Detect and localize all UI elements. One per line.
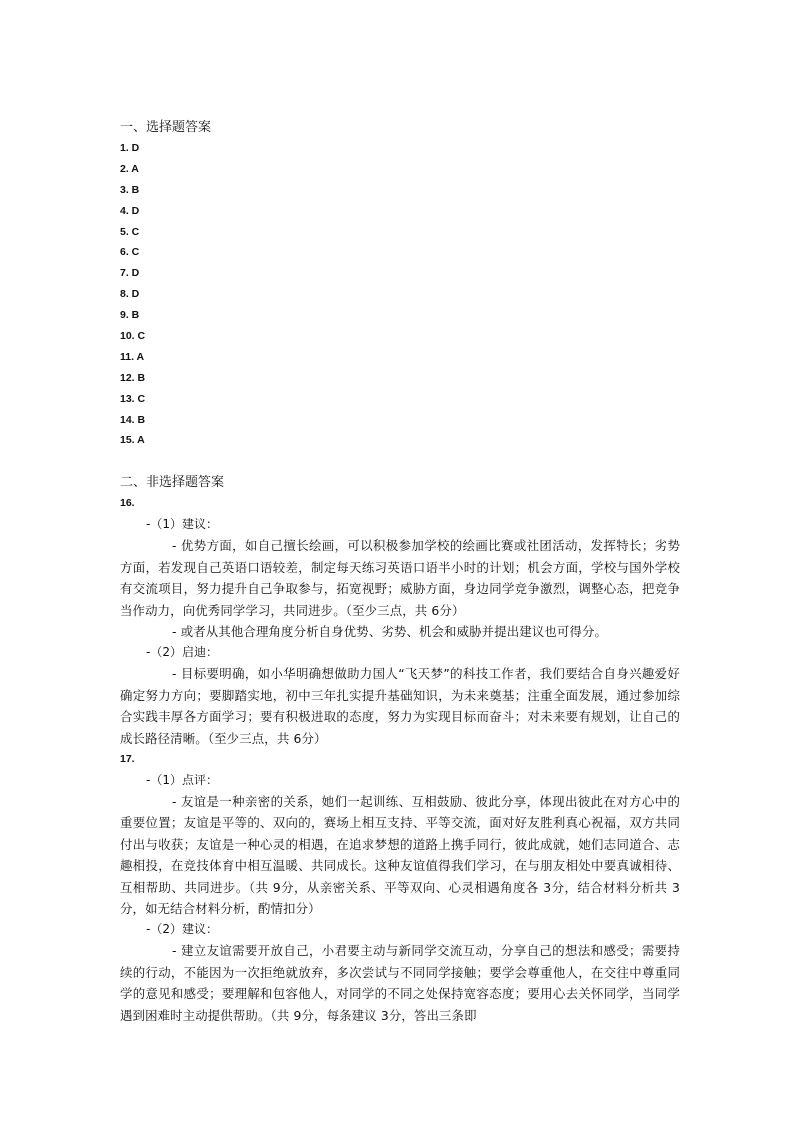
q16-part1-label: -（1）建议： <box>146 517 218 532</box>
answer-item: 8. D <box>120 288 140 301</box>
q16-part2-text: - 目标要明确，如小华明确想做助力国人“飞天梦”的科技工作者，我们要结合自身兴趣爱好确定努力方向；要脚踏实地，初中三年扎实提升基础知识，为未来奠基；注重全面发展，通过参加综合实践丰厚各方面学习；要有积极进取的态度，努力为实现目标而奋斗；对未来要有规划，让自己的成长路径清晰。（至少三点，共 6分） <box>120 666 680 746</box>
q16-part2-label: -（2）启迪： <box>146 645 218 660</box>
q17-part1-text: - 友谊是一种亲密的关系，她们一起训练、互相鼓励、彼此分享，体现出彼此在对方心中的重要位置；友谊是平等的、双向的，赛场上相互支持、平等交流，面对好友胜利真心祝福，双方共同付出与收获；友谊是一种心灵的相遇，在追求梦想的道路上携手同行，彼此成就，她们志同道合、志趣相投，在竞技体育中相互温暖、共同成长。这种友谊值得我们学习，在与朋友相处中要真诚相待、互相帮助、共同进步。（共 9分，从亲密关系、平等双向、心灵相遇角度各 3分，结合材料分析共 3分，如无结合材料分析，酌情扣分） <box>120 794 680 917</box>
answer-item: 2. A <box>120 162 139 175</box>
answer-document <box>120 117 680 1026</box>
answer-item: 7. D <box>120 267 140 280</box>
answer-item: 1. D <box>120 142 140 154</box>
q17-part2-text: - 建立友谊需要开放自己，小君要主动与新同学交流互动，分享自己的想法和感受；需要持续的行动，不能因为一次拒绝就放弃，多次尝试与不同同学接触；要学会尊重他人，在交往中尊重同学的意见和感受；要理解和包容他人，对同学的不同之处保持宽容态度；要用心去关怀同学，当同学遇到困难时主动提供帮助。（共 9分，每条建议 3分，答出三条即 <box>120 943 680 1023</box>
q17-part2-label: -（2）建议： <box>146 922 218 937</box>
answer-item: 3. B <box>120 183 140 196</box>
question-16-number: 16. <box>120 497 135 510</box>
section-1-title: 一、选择题答案 <box>120 120 212 135</box>
answer-item: 5. C <box>120 225 140 238</box>
q16-part1-alt-text: - 或者从其他合理角度分析自身优势、劣势、机会和威胁并提出建议也可得分。 <box>172 623 608 639</box>
question-17-number: 17. <box>120 753 135 766</box>
answer-item: 9. B <box>120 309 140 322</box>
answer-item: 12. B <box>120 371 146 384</box>
section-spacer <box>120 451 680 472</box>
answer-item: 14. B <box>120 413 146 426</box>
multiple-choice-answer-list <box>120 138 680 451</box>
section-2-title: 二、非选择题答案 <box>120 475 225 491</box>
q16-part1-text: - 优势方面，如自己擅长绘画，可以积极参加学校的绘画比赛或社团活动，发挥特长；劣势方面，若发现自己英语口语较差，制定每天练习英语口语半小时的计划；机会方面，学校与国外学校有交流项目，努力提升自己争取参与，拓宽视野；威胁方面，身边同学竞争激烈，调整心态，把竞争当作动力，向优秀同学学习，共同进步。（至少三点，共 6分） <box>120 538 680 618</box>
q17-part1-label: -（1）点评： <box>146 773 218 788</box>
answer-item: 15. A <box>120 434 145 447</box>
answer-item: 6. C <box>120 246 140 259</box>
answer-item: 10. C <box>120 330 146 343</box>
answer-item: 13. C <box>120 392 146 405</box>
answer-item: 4. D <box>120 204 140 217</box>
answer-item: 11. A <box>120 350 145 363</box>
